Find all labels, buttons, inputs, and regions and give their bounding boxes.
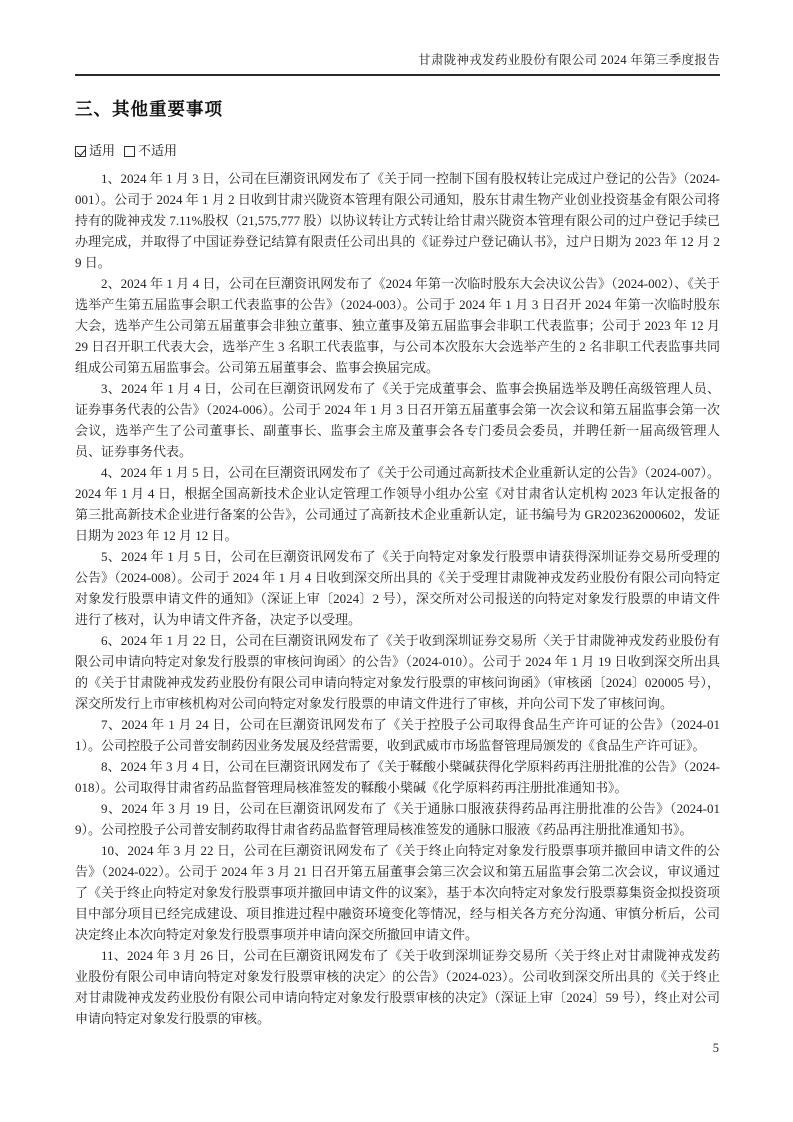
- paragraph: 8、2024 年 3 月 4 日，公司在巨潮资讯网发布了《关于鞣酸小檗碱获得化学原料药再注册批准的公告》（2024-018）。公司取得甘肃省药品监督管理局核准签发的鞣酸小檗碱《化学原料药再注册批准通知书》。: [75, 759, 720, 795]
- paragraph: 1、2024 年 1 月 3 日，公司在巨潮资讯网发布了《关于同一控制下国有股权转让完成过户登记的公告》（2024-001）。公司于 2024 年 1 月 2 日收到甘肃兴陇资本管理有限公司通知，股东甘肃生物产业创业投资基金有限公司将持有的陇神戎发 7.11%股权（21,575,777 股）以协议转让方式转让给甘肃兴陇资本管理有限公司的过户登记手续已办理完成，并取得了中国证券登记结算有限责任公司出具的《证券过户登记确认书》，过户日期为 2023 年 12 月 29 日。: [75, 171, 720, 270]
- report-header-title: 甘肃陇神戎发药业股份有限公司 2024 年第三季度报告: [418, 53, 720, 67]
- paragraph: 11、2024 年 3 月 26 日，公司在巨潮资讯网发布了《关于收到深圳证券交易所〈关于终止对甘肃陇神戎发药业股份有限公司申请向特定对象发行股票审核的决定〉的公告》（2024-023）。公司收到深交所出具的《关于终止对甘肃陇神戎发药业股份有限公司申请向特定对象发行股票审核的决定》（深证上审〔2024〕59 号），终止对公司申请向特定对象发行股票的审核。: [75, 948, 720, 1026]
- paragraph: 9、2024 年 3 月 19 日，公司在巨潮资讯网发布了《关于通脉口服液获得药品再注册批准的公告》（2024-019）。公司控股子公司普安制药取得甘肃省药品监督管理局核准签发的通脉口服液《药品再注册批准通知书》。: [75, 801, 720, 837]
- paragraph: 4、2024 年 1 月 5 日，公司在巨潮资讯网发布了《关于公司通过高新技术企业重新认定的公告》（2024-007）。2024 年 1 月 4 日，根据全国高新技术企业认定管理工作领导小组办公室《对甘肃省认定机构 2023 年认定报备的第三批高新技术企业进行备案的公告》，公司通过了高新技术企业重新认定，证书编号为 GR202362000602，发证日期为 2023 年 12 月 12 日。: [75, 465, 720, 543]
- paragraph: 2、2024 年 1 月 4 日，公司在巨潮资讯网发布了《2024 年第一次临时股东大会决议公告》（2024-002）、《关于选举产生第五届监事会职工代表监事的公告》（2024-003）。公司于 2024 年 1 月 3 日召开 2024 年第一次临时股东大会，选举产生公司第五届董事会非独立董事、独立董事及第五届监事会非职工代表监事；公司于 2023 年 12 月 29 日召开职工代表大会，选举产生 3 名职工代表监事，与公司本次股东大会选举产生的 2 名非职工代表监事共同组成公司第五届监事会。公司第五届董事会、监事会换届完成。: [75, 276, 720, 375]
- section-title: 三、其他重要事项: [75, 99, 223, 119]
- header-divider: [75, 74, 720, 76]
- applicability-row: [75, 142, 720, 160]
- not-applicable-label: 不适用: [138, 143, 178, 158]
- paragraph: 7、2024 年 1 月 24 日，公司在巨潮资讯网发布了《关于控股子公司取得食品生产许可证的公告》（2024-011）。公司控股子公司普安制药因业务发展及经营需要，收到武威市市场监督管理局颁发的《食品生产许可证》。: [75, 717, 720, 753]
- not-applicable-checkbox-icon[interactable]: [124, 146, 135, 157]
- paragraph: 10、2024 年 3 月 22 日，公司在巨潮资讯网发布了《关于终止向特定对象发行股票事项并撤回申请文件的公告》（2024-022）。公司于 2024 年 3 月 21 日召开第五届董事会第三次会议和第五届监事会第二次会议，审议通过了《关于终止向特定对象发行股票事项并撤回申请文件的议案》，基于本次向特定对象发行股票募集资金拟投资项目中部分项目已经完成建设、项目推进过程中融资环境变化等情况，经与相关各方充分沟通、审慎分析后，公司决定终止本次向特定对象发行股票事项并申请向深交所撤回申请文件。: [75, 843, 720, 942]
- paragraph: 3、2024 年 1 月 4 日，公司在巨潮资讯网发布了《关于完成董事会、监事会换届选举及聘任高级管理人员、证券事务代表的公告》（2024-006）。公司于 2024 年 1 月 3 日召开第五届董事会第一次会议和第五届监事会第一次会议，选举产生了公司董事长、副董事长、监事会主席及董事会各专门委员会委员，并聘任新一届高级管理人员、证券事务代表。: [75, 381, 720, 459]
- applicable-checkbox-icon[interactable]: [75, 146, 86, 157]
- page-number: 5: [712, 1041, 719, 1055]
- paragraph: 5、2024 年 1 月 5 日，公司在巨潮资讯网发布了《关于向特定对象发行股票申请获得深圳证券交易所受理的公告》（2024-008）。公司于 2024 年 1 月 4 日收到深交所出具的《关于受理甘肃陇神戎发药业股份有限公司向特定对象发行股票申请文件的通知》（深证上审〔2024〕2 号），深交所对公司报送的向特定对象发行股票的申请文件进行了核对，认为申请文件齐备，决定予以受理。: [75, 549, 720, 627]
- paragraphs-container: [75, 168, 720, 1029]
- paragraph: 6、2024 年 1 月 22 日，公司在巨潮资讯网发布了《关于收到深圳证券交易所〈关于甘肃陇神戎发药业股份有限公司申请向特定对象发行股票的审核问询函〉的公告》（2024-010）。公司于 2024 年 1 月 19 日收到深交所出具的《关于甘肃陇神戎发药业股份有限公司申请向特定对象发行股票的审核问询函》（审核函〔2024〕020005 号），深交所发行上市审核机构对公司向特定对象发行股票的申请文件进行了审核，并向公司下发了审核问询。: [75, 633, 720, 711]
- applicable-label: 适用: [89, 143, 116, 158]
- page-content: [75, 0, 720, 1029]
